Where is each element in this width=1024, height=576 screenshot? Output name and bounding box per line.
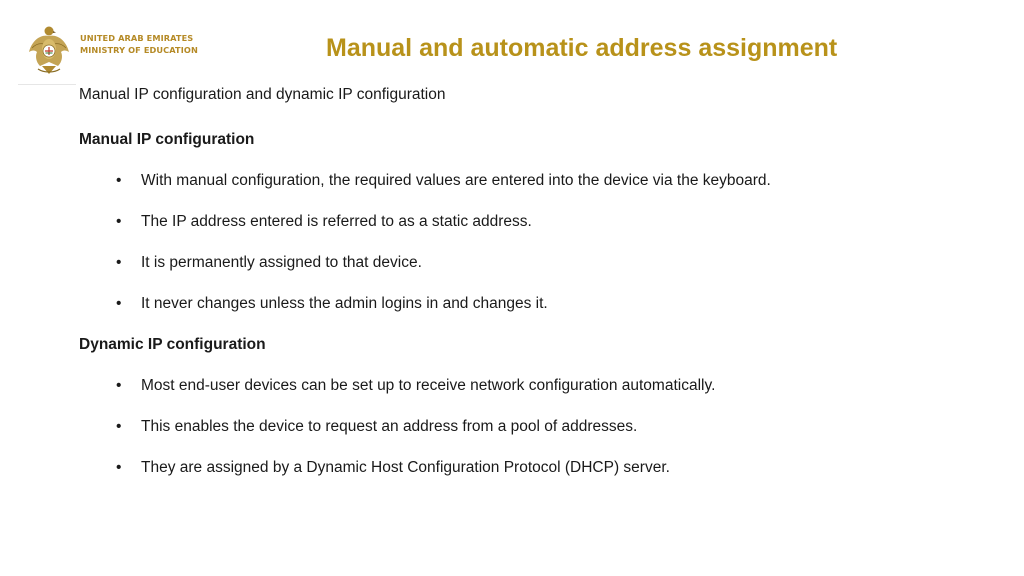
slide-title: Manual and automatic address assignment [326, 34, 838, 62]
emirates-falcon-emblem-icon [26, 22, 72, 78]
bullet-icon: • [116, 213, 122, 230]
slide-subtitle: Manual IP configuration and dynamic IP configuration [79, 86, 446, 103]
bullet-icon: • [116, 459, 122, 476]
bullet-icon: • [116, 295, 122, 312]
logo-divider [18, 84, 76, 85]
list-item-text: With manual configuration, the required values are entered into the device via the keyboard. [141, 172, 771, 189]
list-item [116, 213, 532, 231]
list-item [116, 459, 670, 477]
section-heading-manual: Manual IP configuration [79, 131, 255, 148]
list-item-text: It is permanently assigned to that device. [141, 254, 422, 271]
ministry-logo [26, 22, 196, 80]
ministry-name [80, 33, 198, 56]
list-item-text: It never changes unless the admin logins in and changes it. [141, 295, 548, 312]
section-heading-dynamic: Dynamic IP configuration [79, 336, 266, 353]
list-item [116, 295, 548, 313]
bullet-icon: • [116, 172, 122, 189]
bullet-icon: • [116, 377, 122, 394]
list-item [116, 418, 637, 436]
list-item [116, 172, 771, 190]
list-item-text: They are assigned by a Dynamic Host Configuration Protocol (DHCP) server. [141, 459, 670, 476]
bullet-icon: • [116, 254, 122, 271]
list-item-text: This enables the device to request an address from a pool of addresses. [141, 418, 638, 435]
list-item [116, 254, 422, 272]
list-item-text: Most end-user devices can be set up to receive network configuration automatically. [141, 377, 716, 394]
bullet-icon: • [116, 418, 122, 435]
ministry-name-line1: UNITED ARAB EMIRATES [80, 33, 194, 43]
ministry-name-line2: MINISTRY OF EDUCATION [80, 44, 198, 55]
list-item [116, 377, 715, 395]
list-item-text: The IP address entered is referred to as a static address. [141, 213, 532, 230]
